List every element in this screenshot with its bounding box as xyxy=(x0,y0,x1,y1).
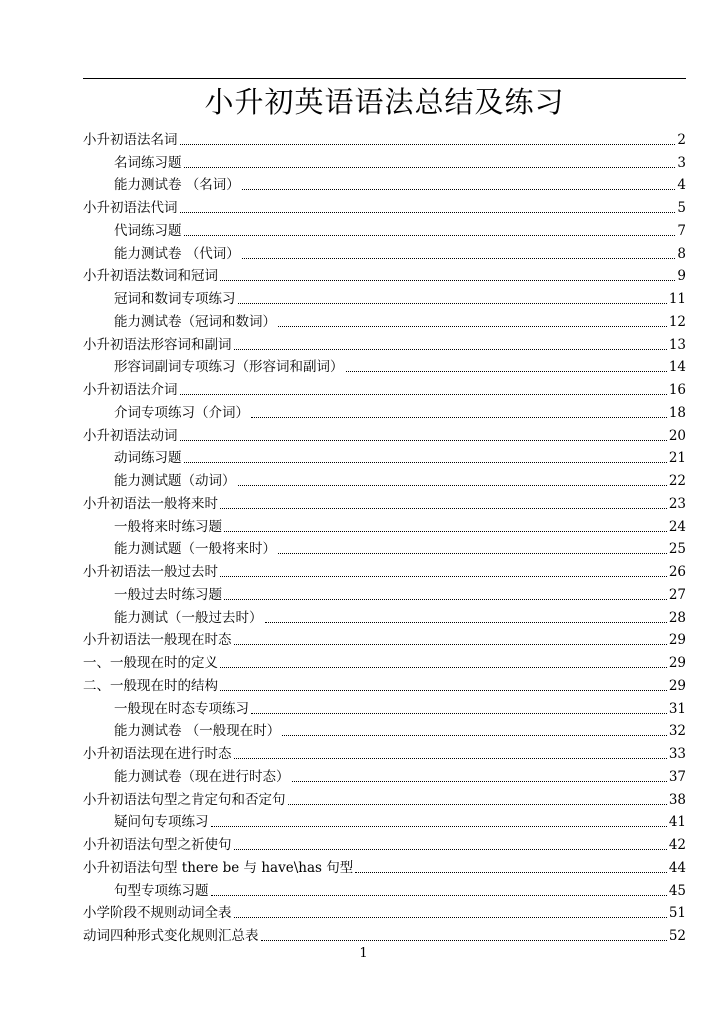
toc-dot-leader xyxy=(234,349,667,350)
toc-dot-leader xyxy=(278,326,667,327)
toc-entry-page: 28 xyxy=(668,609,686,626)
toc-entry[interactable] xyxy=(83,558,686,581)
toc-entry[interactable] xyxy=(83,354,686,377)
toc-entry[interactable] xyxy=(83,376,686,399)
toc-entry[interactable] xyxy=(83,126,686,149)
toc-entry[interactable] xyxy=(83,467,686,490)
toc-entry-title: 小学阶段不规则动词全表 xyxy=(83,905,232,922)
toc-entry[interactable] xyxy=(83,763,686,786)
toc-entry[interactable] xyxy=(83,900,686,923)
toc-entry-title: 一、一般现在时的定义 xyxy=(83,655,218,671)
toc-entry-page: 29 xyxy=(668,632,686,649)
toc-dot-leader xyxy=(180,440,667,441)
toc-entry[interactable] xyxy=(83,263,686,286)
toc-entry-page: 22 xyxy=(668,473,686,489)
toc-entry[interactable] xyxy=(83,649,686,672)
toc-dot-leader xyxy=(278,553,667,554)
toc-entry-page: 29 xyxy=(668,655,686,671)
toc-entry-title: 能力测试卷 （代词） xyxy=(114,245,240,262)
toc-dot-leader xyxy=(288,804,667,805)
toc-dot-leader xyxy=(220,690,667,691)
toc-entry-page: 8 xyxy=(677,245,686,262)
toc-entry-title: 能力测试卷 （名词） xyxy=(114,177,240,194)
toc-entry-title: 一般过去时练习题 xyxy=(114,586,222,603)
toc-entry[interactable] xyxy=(83,399,686,422)
toc-entry[interactable] xyxy=(83,331,686,354)
toc-entry[interactable] xyxy=(83,922,686,945)
toc-entry-page: 29 xyxy=(668,677,686,694)
toc-dot-leader xyxy=(220,667,667,668)
toc-dot-leader xyxy=(346,371,667,372)
toc-dot-leader xyxy=(220,508,667,509)
toc-entry-page: 4 xyxy=(677,177,686,194)
toc-dot-leader xyxy=(180,394,667,395)
toc-entry-page: 27 xyxy=(668,586,686,603)
toc-dot-leader xyxy=(265,622,667,623)
toc-entry-title: 代词练习题 xyxy=(114,222,182,239)
toc-entry[interactable] xyxy=(83,217,686,240)
toc-entry-title: 小升初语法句型之肯定句和否定句 xyxy=(83,791,286,808)
toc-entry[interactable] xyxy=(83,445,686,468)
toc-entry-page: 33 xyxy=(668,746,686,762)
toc-entry[interactable] xyxy=(83,513,686,536)
toc-entry-title: 小升初语法形容词和副词 xyxy=(83,336,232,353)
toc-entry-page: 3 xyxy=(677,154,686,171)
toc-entry-page: 5 xyxy=(677,200,686,216)
toc-entry-title: 冠词和数词专项练习 xyxy=(114,291,236,307)
toc-entry[interactable] xyxy=(83,308,686,331)
toc-dot-leader xyxy=(292,781,667,782)
toc-entry-title: 能力测试卷（冠词和数词） xyxy=(114,313,276,330)
toc-dot-leader xyxy=(261,940,667,941)
toc-dot-leader xyxy=(220,280,675,281)
toc-entry[interactable] xyxy=(83,627,686,650)
toc-entry-title: 小升初语法数词和冠词 xyxy=(83,268,218,285)
toc-entry-title: 小升初语法一般将来时 xyxy=(83,495,218,512)
toc-dot-leader xyxy=(234,917,667,918)
toc-entry-title: 疑问句专项练习 xyxy=(114,814,209,831)
toc-entry-page: 13 xyxy=(668,336,686,353)
document-title: 小升初英语语法总结及练习 xyxy=(204,85,565,119)
toc-entry-page: 42 xyxy=(668,837,686,853)
toc-entry-page: 14 xyxy=(668,359,686,376)
toc-dot-leader xyxy=(242,258,676,259)
toc-entry-title: 小升初语法现在进行时态 xyxy=(83,746,232,762)
table-of-contents xyxy=(83,126,686,945)
toc-entry[interactable] xyxy=(83,672,686,695)
toc-entry-page: 41 xyxy=(668,814,686,831)
toc-entry-page: 51 xyxy=(668,905,686,922)
toc-entry-title: 小升初语法句型之祈使句 xyxy=(83,837,232,853)
toc-entry-title: 小升初语法代词 xyxy=(83,200,178,216)
toc-entry-title: 一般现在时态专项练习 xyxy=(114,700,249,717)
toc-entry-page: 31 xyxy=(668,700,686,717)
toc-entry-title: 能力测试卷（现在进行时态） xyxy=(114,768,290,785)
toc-entry-title: 一般将来时练习题 xyxy=(114,518,222,535)
toc-entry-title: 小升初语法动词 xyxy=(83,427,178,444)
toc-entry-page: 26 xyxy=(668,564,686,580)
toc-entry-title: 能力测试题（一般将来时） xyxy=(114,541,276,558)
toc-entry[interactable] xyxy=(83,604,686,627)
toc-dot-leader xyxy=(224,599,667,600)
header-rule xyxy=(83,78,686,79)
toc-entry-title: 小升初语法一般过去时 xyxy=(83,564,218,580)
toc-dot-leader xyxy=(238,303,667,304)
toc-dot-leader xyxy=(180,144,676,145)
toc-dot-leader xyxy=(211,895,667,896)
toc-entry-page: 32 xyxy=(668,723,686,740)
toc-dot-leader xyxy=(251,417,667,418)
toc-entry[interactable] xyxy=(83,240,686,263)
toc-entry[interactable] xyxy=(83,877,686,900)
toc-entry-page: 38 xyxy=(668,791,686,808)
toc-entry-page: 45 xyxy=(668,882,686,899)
toc-dot-leader xyxy=(234,644,667,645)
toc-entry[interactable] xyxy=(83,786,686,809)
toc-entry[interactable] xyxy=(83,194,686,217)
toc-dot-leader xyxy=(180,212,676,213)
toc-entry-title: 二、一般现在时的结构 xyxy=(83,677,218,694)
toc-entry-page: 16 xyxy=(668,382,686,398)
toc-entry[interactable] xyxy=(83,149,686,172)
toc-dot-leader xyxy=(184,235,676,236)
toc-entry-page: 21 xyxy=(668,450,686,467)
toc-entry[interactable] xyxy=(83,490,686,513)
toc-entry-title: 句型专项练习题 xyxy=(114,882,209,899)
toc-dot-leader xyxy=(184,462,667,463)
toc-entry[interactable] xyxy=(83,718,686,741)
toc-dot-leader xyxy=(282,735,667,736)
toc-entry-page: 12 xyxy=(668,313,686,330)
toc-entry-page: 20 xyxy=(668,427,686,444)
toc-dot-leader xyxy=(355,872,667,873)
toc-entry-title: 介词专项练习（介词） xyxy=(114,404,249,421)
toc-entry[interactable] xyxy=(83,285,686,308)
toc-entry-page: 37 xyxy=(668,768,686,785)
toc-entry-title: 小升初语法名词 xyxy=(83,131,178,148)
toc-entry-title: 小升初语法介词 xyxy=(83,382,178,398)
toc-entry[interactable] xyxy=(83,695,686,718)
toc-entry-title: 小升初语法一般现在时态 xyxy=(83,632,232,649)
toc-entry-page: 44 xyxy=(668,859,686,876)
toc-entry[interactable] xyxy=(83,422,686,445)
toc-entry-title: 动词练习题 xyxy=(114,450,182,467)
toc-entry-page: 2 xyxy=(677,131,686,148)
toc-entry-title: 能力测试（一般过去时） xyxy=(114,609,263,626)
toc-entry[interactable] xyxy=(83,831,686,854)
toc-entry-title: 动词四种形式变化规则汇总表 xyxy=(83,928,259,944)
toc-entry-title: 形容词副词专项练习（形容词和副词） xyxy=(114,359,344,376)
toc-entry-page: 52 xyxy=(668,928,686,944)
toc-entry[interactable] xyxy=(83,581,686,604)
toc-entry-page: 24 xyxy=(668,518,686,535)
toc-entry-page: 18 xyxy=(668,404,686,421)
toc-entry[interactable] xyxy=(83,536,686,559)
toc-dot-leader xyxy=(242,189,676,190)
toc-dot-leader xyxy=(238,485,667,486)
toc-entry[interactable] xyxy=(83,854,686,877)
toc-entry-page: 7 xyxy=(677,222,686,239)
toc-dot-leader xyxy=(234,849,667,850)
toc-entry-page: 9 xyxy=(677,268,686,285)
toc-dot-leader xyxy=(251,713,667,714)
toc-dot-leader xyxy=(234,758,667,759)
toc-entry-page: 23 xyxy=(668,495,686,512)
toc-dot-leader xyxy=(220,576,667,577)
toc-dot-leader xyxy=(224,531,667,532)
toc-entry-page: 25 xyxy=(668,541,686,558)
toc-dot-leader xyxy=(211,826,667,827)
toc-entry-page: 11 xyxy=(668,291,686,307)
toc-entry[interactable] xyxy=(83,172,686,195)
toc-entry-title: 能力测试卷 （一般现在时） xyxy=(114,723,281,740)
toc-entry-title: 名词练习题 xyxy=(114,154,182,171)
page-number: 1 xyxy=(359,946,368,961)
toc-entry[interactable] xyxy=(83,809,686,832)
toc-entry[interactable] xyxy=(83,740,686,763)
toc-entry-title: 小升初语法句型 there be 与 have\has 句型 xyxy=(83,859,354,876)
toc-entry-title: 能力测试题（动词） xyxy=(114,473,236,489)
toc-dot-leader xyxy=(184,167,676,168)
